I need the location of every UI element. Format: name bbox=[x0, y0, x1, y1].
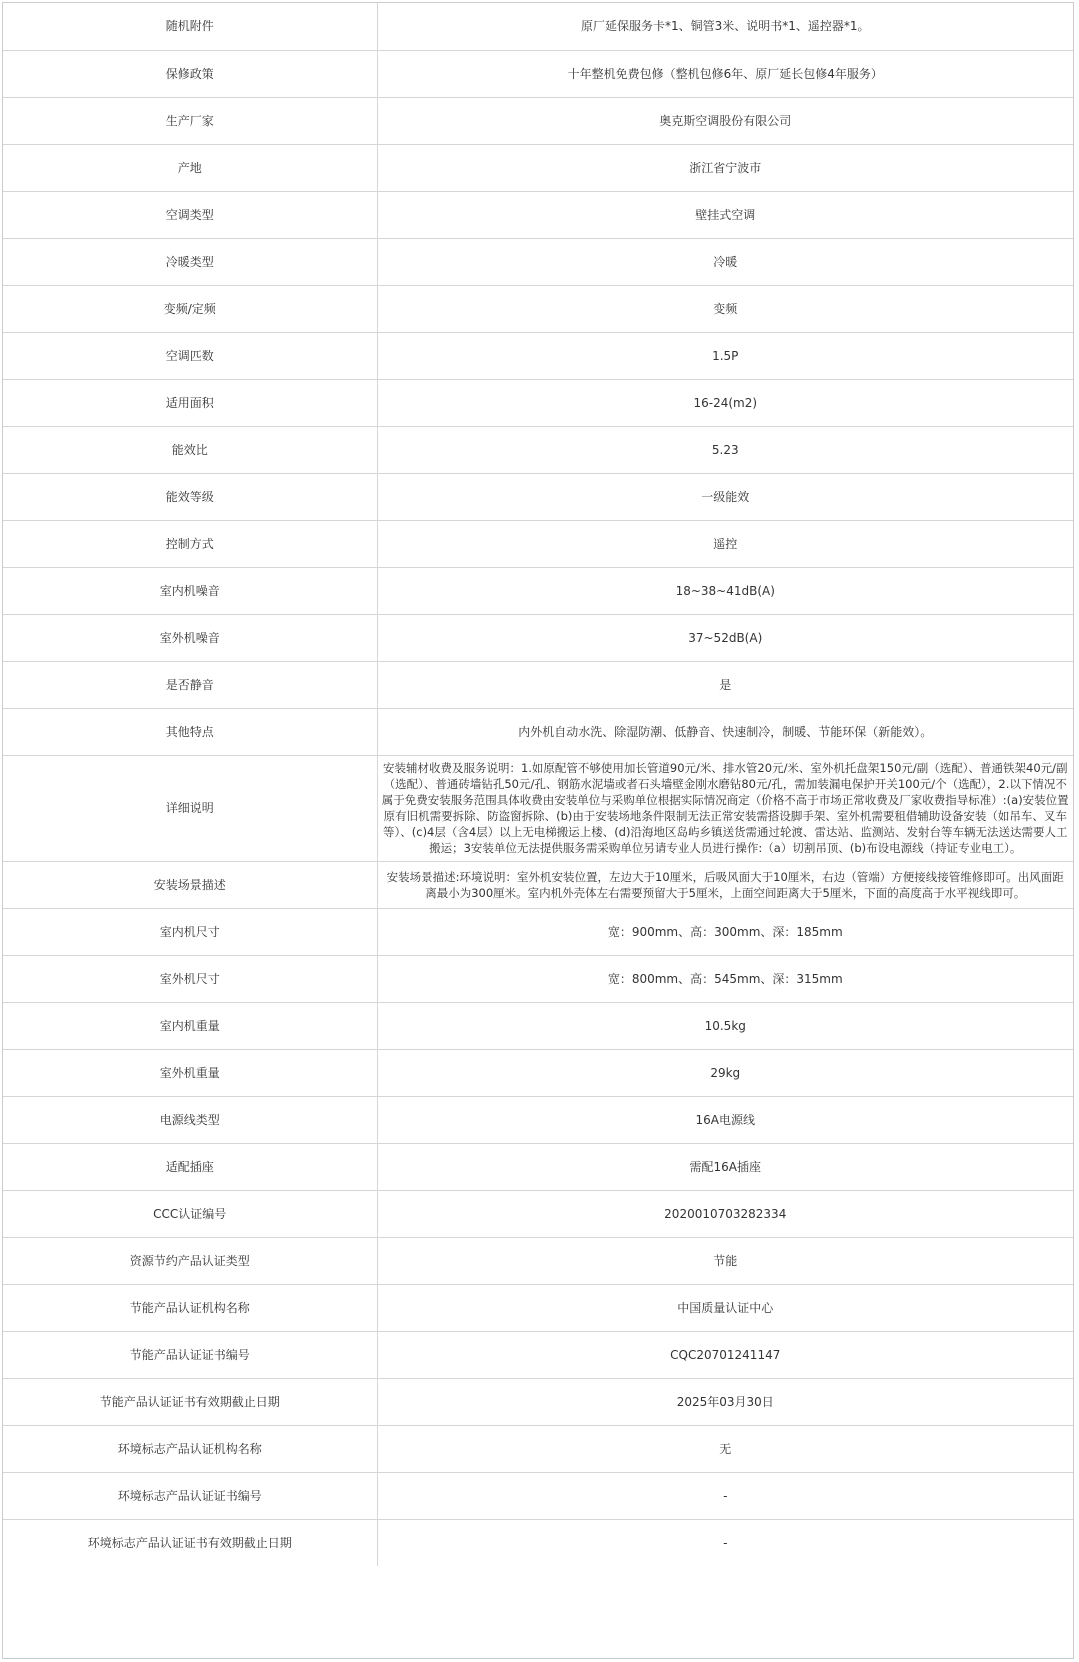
spec-value: 16A电源线 bbox=[377, 1096, 1073, 1143]
spec-value: 2025年03月30日 bbox=[377, 1378, 1073, 1425]
spec-row bbox=[3, 1331, 1073, 1378]
spec-label: 其他特点 bbox=[3, 708, 377, 755]
spec-row bbox=[3, 1519, 1073, 1566]
spec-row bbox=[3, 955, 1073, 1002]
spec-row bbox=[3, 3, 1073, 50]
spec-row bbox=[3, 1284, 1073, 1331]
spec-table-body bbox=[3, 3, 1073, 1566]
spec-label: 随机附件 bbox=[3, 3, 377, 50]
spec-label: 节能产品认证证书有效期截止日期 bbox=[3, 1378, 377, 1425]
spec-value: 安装场景描述:环境说明：室外机安装位置，左边大于10厘米，后吸风面大于10厘米，右边（管端）方便接线接管维修即可。出风面距离最小为300厘米。室内机外壳体左右需要预留大于5厘米，上面空间距离大于5厘米，下面的高度高于水平视线即可。 bbox=[377, 861, 1073, 908]
spec-label: 电源线类型 bbox=[3, 1096, 377, 1143]
spec-value: 节能 bbox=[377, 1237, 1073, 1284]
spec-label: 室内机重量 bbox=[3, 1002, 377, 1049]
spec-label: 空调类型 bbox=[3, 191, 377, 238]
spec-label: 室外机尺寸 bbox=[3, 955, 377, 1002]
spec-label: 环境标志产品认证证书编号 bbox=[3, 1472, 377, 1519]
spec-label: 能效等级 bbox=[3, 473, 377, 520]
spec-row bbox=[3, 1237, 1073, 1284]
spec-row bbox=[3, 520, 1073, 567]
spec-label: 生产厂家 bbox=[3, 97, 377, 144]
spec-value: - bbox=[377, 1519, 1073, 1566]
spec-label: 安装场景描述 bbox=[3, 861, 377, 908]
spec-label: 冷暖类型 bbox=[3, 238, 377, 285]
spec-value: 中国质量认证中心 bbox=[377, 1284, 1073, 1331]
spec-row bbox=[3, 1143, 1073, 1190]
spec-value: 37~52dB(A) bbox=[377, 614, 1073, 661]
spec-value: - bbox=[377, 1472, 1073, 1519]
spec-label: 室外机重量 bbox=[3, 1049, 377, 1096]
spec-label: 资源节约产品认证类型 bbox=[3, 1237, 377, 1284]
spec-table bbox=[3, 3, 1073, 1566]
spec-label: 室外机噪音 bbox=[3, 614, 377, 661]
spec-value: 1.5P bbox=[377, 332, 1073, 379]
spec-value: 壁挂式空调 bbox=[377, 191, 1073, 238]
spec-row bbox=[3, 661, 1073, 708]
spec-label: 环境标志产品认证机构名称 bbox=[3, 1425, 377, 1472]
spec-value: 冷暖 bbox=[377, 238, 1073, 285]
spec-row bbox=[3, 908, 1073, 955]
spec-value: 29kg bbox=[377, 1049, 1073, 1096]
spec-label: 详细说明 bbox=[3, 755, 377, 861]
spec-value: 奥克斯空调股份有限公司 bbox=[377, 97, 1073, 144]
spec-row bbox=[3, 1002, 1073, 1049]
spec-value: 安装辅材收费及服务说明：1.如原配管不够使用加长管道90元/米、排水管20元/米、室外机托盘架150元/副（选配）、普通铁架40元/副（选配）、普通砖墙钻孔50元/孔、钢筋水泥墙或者石头墙壁金刚水磨钻80元/孔，需加装漏电保护开关100元/个（选配），2.以下情况不属于免费安装服务范围具体收费由安装单位与采购单位根据实际情况商定（价格不高于市场正常收费及厂家收费指导标准）:(a)安装位置原有旧机需要拆除、防盗窗拆除、(b)由于安装场地条件限制无法正常安装需搭设脚手架、室外机需要租借辅助设备安装（如吊车、叉车等）、(c)4层（含4层）以上无电梯搬运上楼、(d)沿海地区岛屿乡镇送货需通过轮渡、雷达站、监测站、发射台等车辆无法送达需要人工搬运；3安装单位无法提供服务需采购单位另请专业人员进行操作:（a）切割吊顶、(b)布设电源线（持证专业电工）。 bbox=[377, 755, 1073, 861]
spec-value: 16-24(m2) bbox=[377, 379, 1073, 426]
spec-value: 宽：800mm、高：545mm、深：315mm bbox=[377, 955, 1073, 1002]
spec-label: CCC认证编号 bbox=[3, 1190, 377, 1237]
spec-label: 室内机尺寸 bbox=[3, 908, 377, 955]
spec-row bbox=[3, 285, 1073, 332]
spec-label: 适用面积 bbox=[3, 379, 377, 426]
spec-label: 控制方式 bbox=[3, 520, 377, 567]
spec-label: 适配插座 bbox=[3, 1143, 377, 1190]
spec-row bbox=[3, 614, 1073, 661]
spec-label: 产地 bbox=[3, 144, 377, 191]
spec-row bbox=[3, 50, 1073, 97]
spec-row bbox=[3, 97, 1073, 144]
spec-label: 变频/定频 bbox=[3, 285, 377, 332]
spec-value: 十年整机免费包修（整机包修6年、原厂延长包修4年服务） bbox=[377, 50, 1073, 97]
spec-value: CQC20701241147 bbox=[377, 1331, 1073, 1378]
spec-value: 是 bbox=[377, 661, 1073, 708]
spec-value: 2020010703282334 bbox=[377, 1190, 1073, 1237]
spec-row bbox=[3, 191, 1073, 238]
spec-row bbox=[3, 379, 1073, 426]
spec-row bbox=[3, 144, 1073, 191]
spec-value: 浙江省宁波市 bbox=[377, 144, 1073, 191]
spec-row bbox=[3, 1190, 1073, 1237]
spec-row bbox=[3, 1472, 1073, 1519]
spec-row bbox=[3, 426, 1073, 473]
spec-value: 无 bbox=[377, 1425, 1073, 1472]
spec-row bbox=[3, 567, 1073, 614]
spec-label: 保修政策 bbox=[3, 50, 377, 97]
spec-value: 遥控 bbox=[377, 520, 1073, 567]
spec-value: 需配16A插座 bbox=[377, 1143, 1073, 1190]
spec-label: 能效比 bbox=[3, 426, 377, 473]
spec-row bbox=[3, 1049, 1073, 1096]
spec-row bbox=[3, 238, 1073, 285]
spec-label: 节能产品认证证书编号 bbox=[3, 1331, 377, 1378]
spec-label: 空调匹数 bbox=[3, 332, 377, 379]
spec-label: 环境标志产品认证证书有效期截止日期 bbox=[3, 1519, 377, 1566]
spec-row bbox=[3, 473, 1073, 520]
spec-table-frame bbox=[2, 2, 1074, 1659]
spec-row bbox=[3, 1096, 1073, 1143]
spec-row bbox=[3, 861, 1073, 908]
spec-label: 节能产品认证机构名称 bbox=[3, 1284, 377, 1331]
spec-row bbox=[3, 708, 1073, 755]
spec-row bbox=[3, 332, 1073, 379]
spec-label: 是否静音 bbox=[3, 661, 377, 708]
spec-value: 原厂延保服务卡*1、铜管3米、说明书*1、遥控器*1。 bbox=[377, 3, 1073, 50]
spec-label: 室内机噪音 bbox=[3, 567, 377, 614]
spec-value: 5.23 bbox=[377, 426, 1073, 473]
spec-value: 10.5kg bbox=[377, 1002, 1073, 1049]
spec-value: 内外机自动水洗、除湿防潮、低静音、快速制冷，制暖、节能环保（新能效）。 bbox=[377, 708, 1073, 755]
spec-row bbox=[3, 755, 1073, 861]
spec-row bbox=[3, 1425, 1073, 1472]
spec-value: 变频 bbox=[377, 285, 1073, 332]
spec-value: 一级能效 bbox=[377, 473, 1073, 520]
spec-value: 18~38~41dB(A) bbox=[377, 567, 1073, 614]
spec-value: 宽：900mm、高：300mm、深：185mm bbox=[377, 908, 1073, 955]
spec-row bbox=[3, 1378, 1073, 1425]
